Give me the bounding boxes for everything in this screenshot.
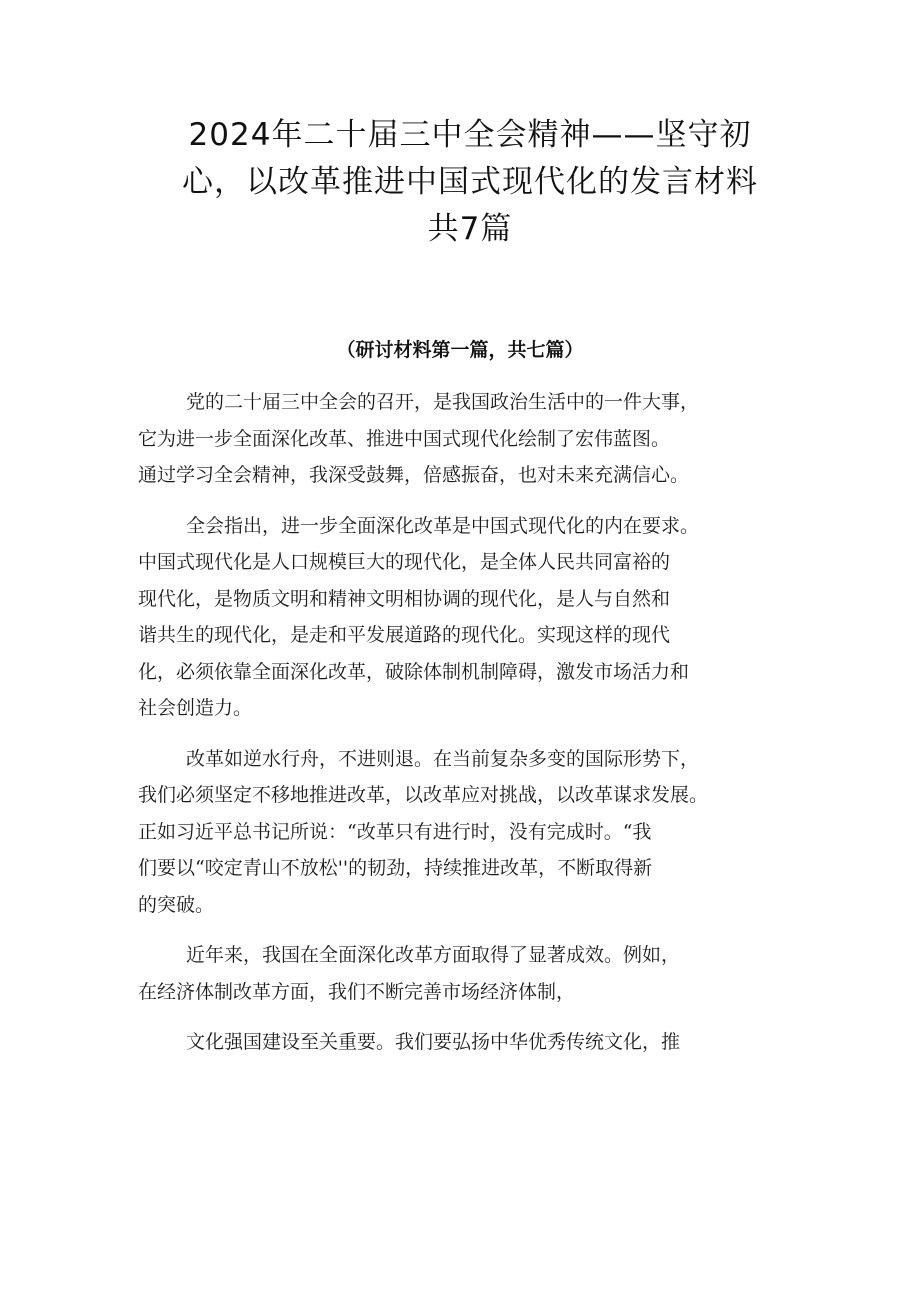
paragraph-line: 文化强国建设至关重要。我们要弘扬中华优秀传统文化，推 [186, 1031, 681, 1053]
title-line-3: 共7篇 [427, 211, 513, 247]
document-body [138, 384, 798, 1075]
paragraph-line: 正如习近平总书记所说：“改革只有进行时，没有完成时。“我 [138, 820, 652, 843]
title-line-1: 2024年二十届三中全会精神——坚守初 [188, 117, 752, 153]
paragraph-4 [138, 937, 798, 1010]
paragraph-line: 近年来，我国在全面深化改革方面取得了显著成效。例如， [186, 944, 681, 966]
paragraph-5 [138, 1024, 798, 1061]
paragraph-line: 我们必须坚定不移地推进改革，以改革应对挑战，以改革谋求发展。 [138, 784, 709, 806]
paragraph-3 [138, 741, 798, 924]
paragraph-2 [138, 508, 798, 727]
paragraph-line: 化，必须依靠全面深化改革，破除体制机制障碍，激发市场活力和 [138, 660, 690, 683]
paragraph-line: 全会指出，进一步全面深化改革是中国式现代化的内在要求。 [186, 514, 700, 537]
paragraph-line: 通过学习全会精神，我深受鼓舞，倍感振奋，也对未来充满信心。 [138, 464, 690, 486]
document-subtitle: （研讨材料第一篇，共七篇） [336, 339, 584, 361]
paragraph-line: 们要以“咬定青山不放松''的韧劲，持续推进改革，不断取得新 [138, 857, 653, 879]
title-line-2: 心，以改革推进中国式现代化的发言材料 [182, 164, 758, 200]
paragraph-line: 的突破。 [138, 893, 215, 916]
paragraph-line: 它为进一步全面深化改革、推进中国式现代化绘制了宏伟蓝图。 [138, 427, 671, 450]
document-title [150, 112, 790, 253]
paragraph-line: 中国式现代化是人口规模巨大的现代化，是全体人民共同富裕的 [138, 551, 671, 573]
paragraph-line: 社会创造力。 [138, 697, 253, 719]
paragraph-line: 在经济体制改革方面，我们不断完善市场经济体制， [138, 980, 576, 1003]
paragraph-line: 改革如逆水行舟，不进则退。在当前复杂多变的国际形势下， [186, 747, 700, 770]
paragraph-line: 现代化，是物质文明和精神文明相协调的现代化，是人与自然和 [138, 587, 671, 610]
paragraph-line: 党的二十届三中全会的召开，是我国政治生活中的一件大事， [186, 391, 700, 413]
paragraph-line: 谐共生的现代化，是走和平发展道路的现代化。实现这样的现代 [138, 624, 671, 646]
paragraph-1 [138, 384, 798, 494]
